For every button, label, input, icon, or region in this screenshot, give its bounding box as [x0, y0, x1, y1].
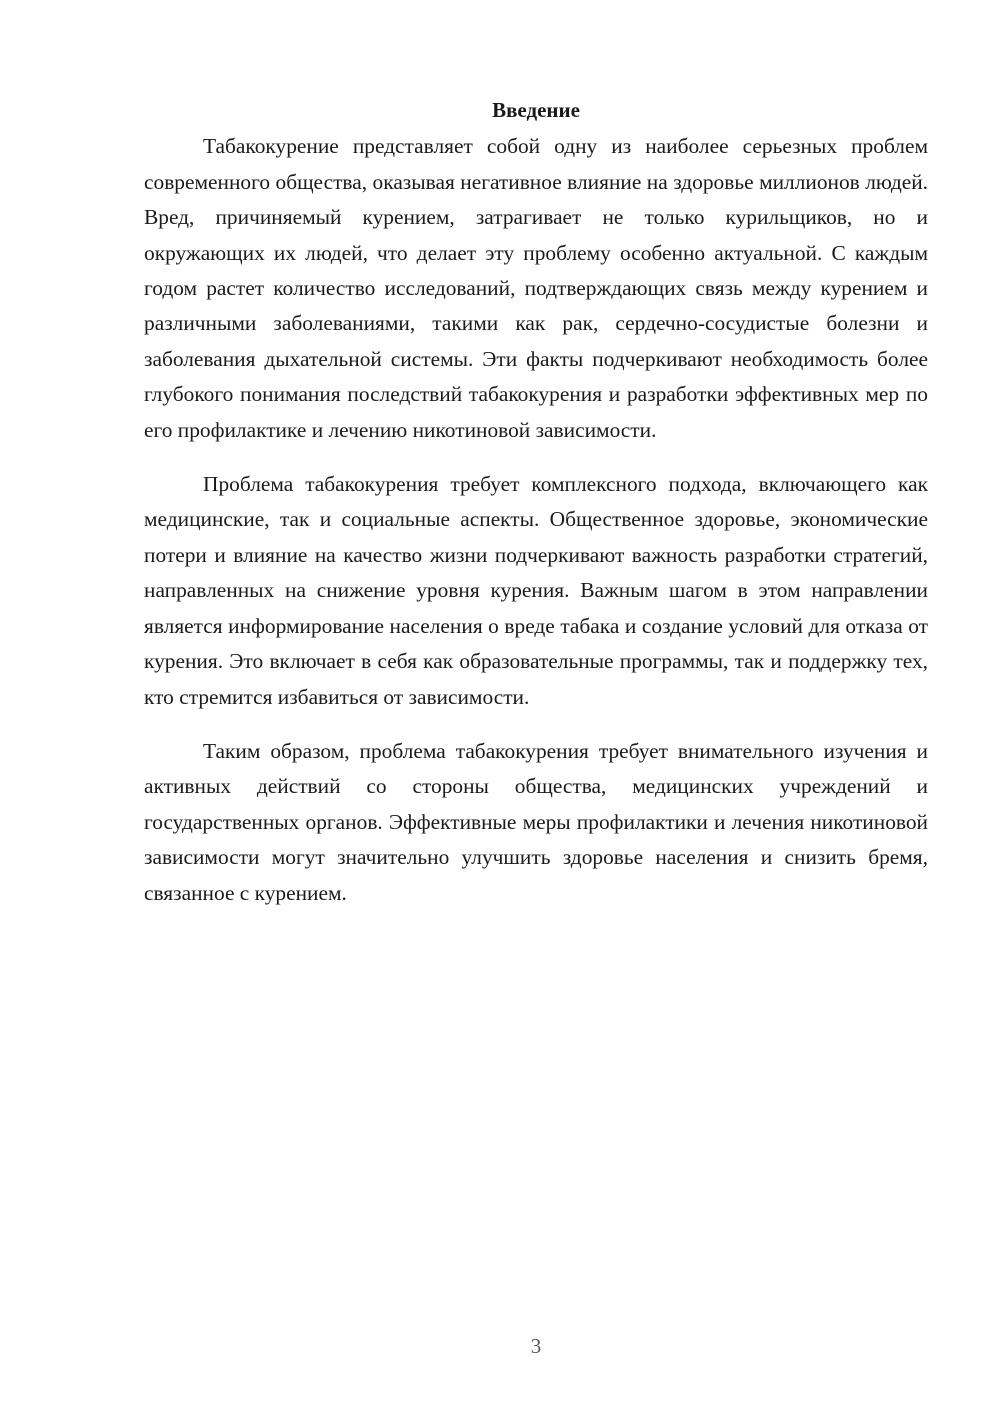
page-content [144, 93, 928, 911]
paragraph-3: Таким образом, проблема табакокурения требует внимательного изучения и активных действий со стороны общества, медицинских учреждений и государственных органов. Эффективные меры профилактики и лечения никотиновой зависимости могут значительно улучшить здоровье населения и снизить бремя, связанное с курением. [144, 738, 928, 905]
page-number: 3 [530, 1334, 542, 1358]
section-title: Введение [492, 98, 580, 122]
paragraph-2: Проблема табакокурения требует комплексного подхода, включающего как медицинские, так и социальные аспекты. Общественное здоровье, экономические потери и влияние на качество жизни подчеркивают важность разработки стратегий, направленных на снижение уровня курения. Важным шагом в этом направлении является информирование населения о вреде табака и создание условий для отказа от курения. Это включает в себя как образовательные программы, так и поддержку тех, кто стремится избавиться от зависимости. [144, 472, 928, 709]
paragraph-1: Табакокурение представляет собой одну из наиболее серьезных проблем современного общества, оказывая негативное влияние на здоровье миллионов людей. Вред, причиняемый курением, затрагивает не только курильщиков, но и окружающих их людей, что делает эту проблему особенно актуальной. С каждым годом растет количество исследований, подтверждающих связь между курением и различными заболеваниями, такими как рак, сердечно-сосудистые болезни и заболевания дыхательной системы. Эти факты подчеркивают необходимость более глубокого понимания последствий табакокурения и разработки эффективных мер по его профилактике и лечению никотиновой зависимости. [144, 134, 928, 442]
